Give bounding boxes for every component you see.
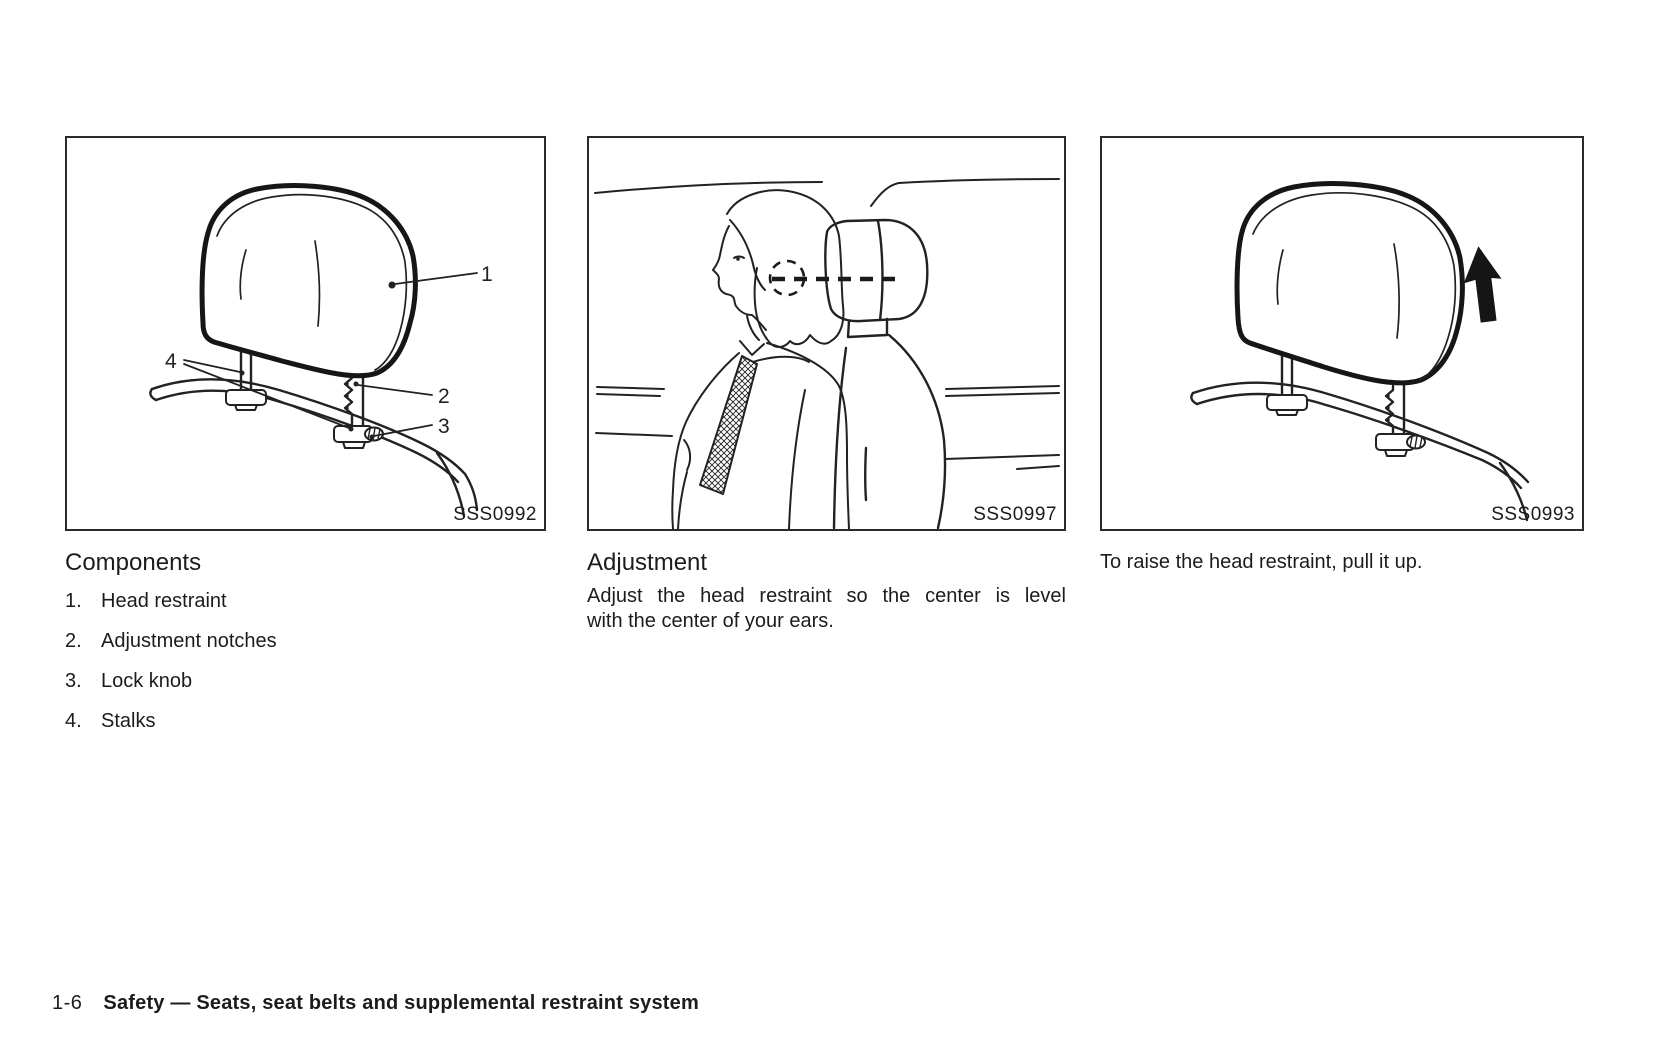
body-line: Adjust the head restraint so the center is level	[587, 585, 1066, 607]
adjustment-section	[587, 551, 1066, 634]
callout-3: 3	[438, 415, 450, 438]
figure-code: SSS0997	[973, 504, 1057, 525]
list-item-number: 1.	[65, 590, 82, 612]
seat-drawing	[825, 220, 945, 528]
seat-back-lines	[1191, 383, 1528, 520]
components-heading: Components	[65, 549, 202, 576]
head-restraint-raise-drawing	[1102, 138, 1582, 529]
head-restraint-pillow	[202, 186, 415, 376]
list-item	[65, 669, 546, 693]
figure-code: SSS0993	[1491, 504, 1575, 525]
list-item	[65, 589, 546, 613]
components-list	[65, 589, 546, 733]
raise-caption: To raise the head restraint, pull it up.	[1100, 551, 1423, 573]
footer-section-title: Safety — Seats, seat belts and supplemental restraint system	[103, 992, 699, 1014]
adjustment-notches	[345, 374, 352, 426]
list-item-number: 3.	[65, 670, 82, 692]
list-item-label: Adjustment notches	[101, 630, 277, 652]
adjustment-body	[587, 584, 1066, 634]
figure-box-adjustment	[587, 136, 1066, 531]
list-item-label: Lock knob	[101, 670, 193, 692]
head-restraint-components-drawing	[67, 138, 544, 529]
list-item	[65, 709, 546, 733]
figure-code: SSS0992	[453, 504, 537, 525]
page-number: 1-6	[52, 992, 83, 1014]
list-item-label: Stalks	[101, 710, 156, 732]
callout-1: 1	[481, 263, 493, 286]
callout-2: 2	[438, 385, 450, 408]
list-item-number: 2.	[65, 630, 82, 652]
necktie	[700, 356, 757, 494]
list-item-number: 4.	[65, 710, 82, 732]
figure-box-raise	[1100, 136, 1584, 531]
adjustment-notches	[1386, 386, 1393, 434]
window-lines	[595, 179, 1059, 469]
list-item	[65, 629, 546, 653]
head-restraint-pillow	[1237, 184, 1462, 383]
figure-box-components	[65, 136, 546, 531]
occupant-drawing	[672, 190, 849, 529]
list-item-label: Head restraint	[101, 590, 227, 612]
page-footer	[52, 991, 699, 1015]
stalk-grommets	[1267, 395, 1425, 456]
body-line: with the center of your ears.	[587, 610, 834, 632]
seated-occupant-drawing	[589, 138, 1064, 529]
seat-back-lines	[150, 379, 477, 516]
callout-4: 4	[165, 350, 177, 373]
components-section	[65, 551, 546, 749]
adjustment-heading: Adjustment	[587, 549, 708, 576]
up-arrow-icon	[1460, 244, 1507, 324]
